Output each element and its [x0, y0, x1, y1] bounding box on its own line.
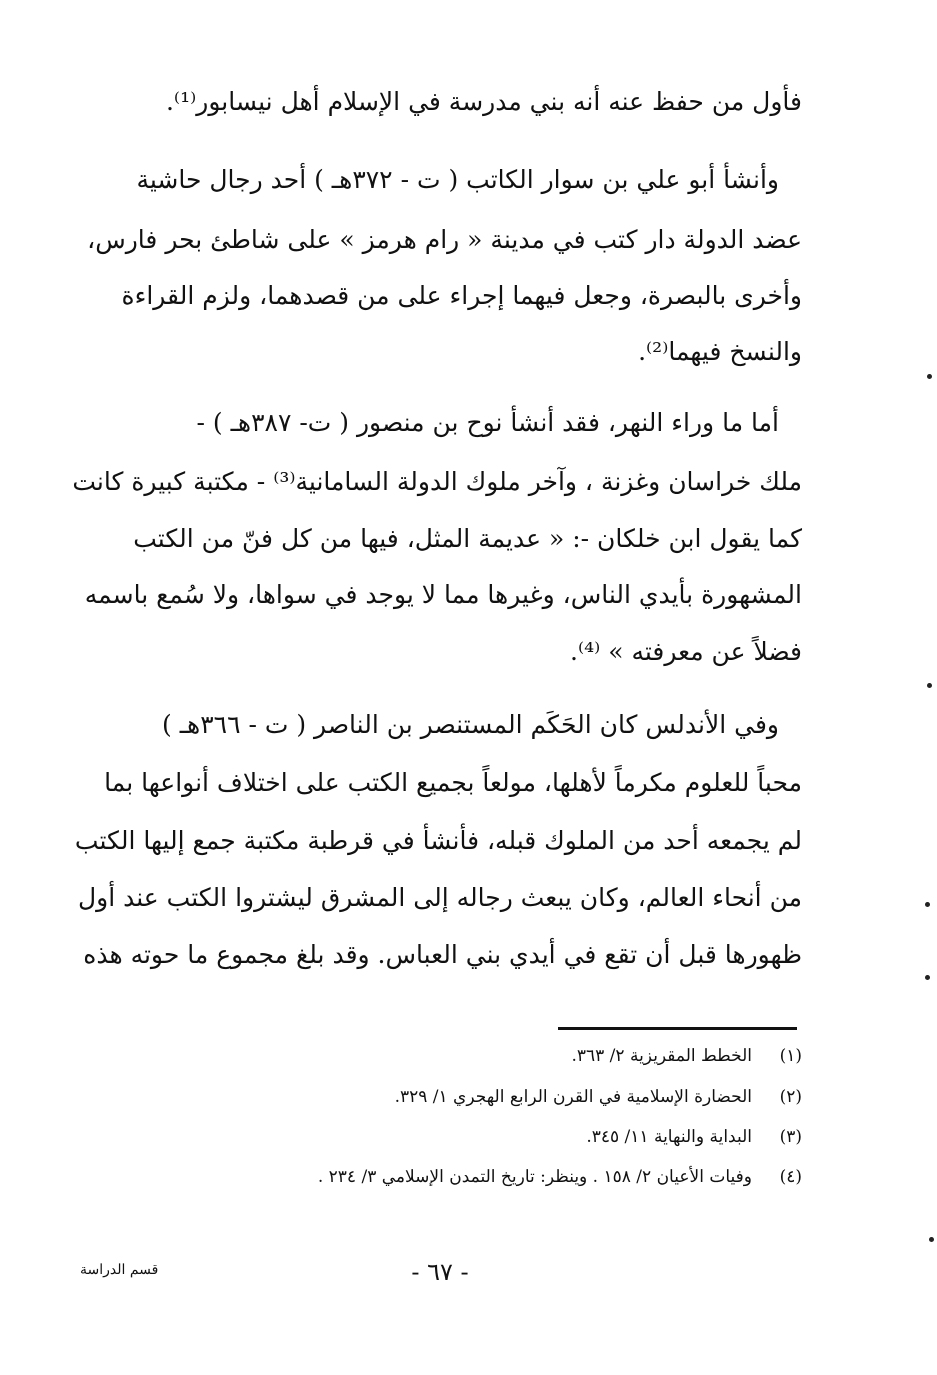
footnote-text: الخطط المقريزية ٢/ ٣٦٣.: [571, 1046, 752, 1066]
footnote-text: الحضارة الإسلامية في القرن الرابع الهجري ١/ ٣٢٩.: [394, 1087, 752, 1107]
body-line: من أنحاء العالم، وكان يبعث رجاله إلى المشرق ليشتروا الكتب عند أول: [78, 883, 802, 912]
body-line: ملك خراسان وغزنة ، وآخر ملوك الدولة السامانية⁽³⁾ - مكتبة كبيرة كانت: [72, 467, 802, 496]
body-line: المشهورة بأيدي الناس، وغيرها مما لا يوجد في سواها، ولا سُمع باسمه: [84, 580, 802, 609]
footnote-text: البداية والنهاية ١١/ ٣٤٥.: [586, 1127, 752, 1147]
scan-speck: [927, 683, 932, 688]
body-line: محباً للعلوم مكرماً لأهلها، مولعاً بجميع الكتب على اختلاف أنواعها بما: [104, 768, 802, 797]
footnote: [318, 1164, 802, 1190]
footnote-number: (٤): [779, 1167, 802, 1187]
footnote-number: (٣): [779, 1127, 802, 1147]
page-number: - ٦٧ -: [411, 1258, 469, 1286]
body-line: وأنشأ أبو علي بن سوار الكاتب ( ت - ٣٧٢هـ ) أحد رجال حاشية: [136, 165, 779, 194]
scan-speck: [925, 902, 930, 907]
body-line: وأخرى بالبصرة، وجعل فيهما إجراء على من قصدهما، ولزم القراءة: [121, 281, 802, 310]
footnote: [586, 1124, 802, 1150]
scan-speck: [925, 975, 930, 980]
scan-speck: [927, 374, 932, 379]
body-line: عضد الدولة دار كتب في مدينة « رام هرمز » على شاطئ بحر فارس،: [87, 225, 802, 254]
body-line: لم يجمعه أحد من الملوك قبله، فأنشأ في قرطبة مكتبة جمع إليها الكتب: [74, 826, 802, 855]
footnote: [395, 1084, 802, 1110]
body-line: أما ما وراء النهر، فقد أنشأ نوح بن منصور ( ت- ٣٨٧هـ ) -: [196, 408, 779, 437]
body-line: فضلاً عن معرفته » ⁽⁴⁾.: [570, 637, 802, 666]
body-line: وفي الأندلس كان الحَكَم المستنصر بن الناصر ( ت - ٣٦٦هـ ): [162, 710, 779, 739]
body-line: ظهورها قبل أن تقع في أيدي بني العباس. وقد بلغ مجموع ما حوته هذه: [83, 940, 802, 969]
running-head: قسم الدراسة: [80, 1262, 159, 1278]
footnote-separator: [558, 1027, 797, 1030]
scan-speck: [929, 1237, 934, 1242]
footnote: [571, 1043, 802, 1069]
body-line: كما يقول ابن خلكان -: « عديمة المثل، فيها من كل فنّ من الكتب: [133, 524, 802, 553]
body-line: فأول من حفظ عنه أنه بني مدرسة في الإسلام أهل نيسابور⁽¹⁾.: [165, 87, 802, 116]
footnote-number: (١): [779, 1046, 802, 1066]
body-line: والنسخ فيهما⁽²⁾.: [638, 337, 802, 366]
footnote-number: (٢): [779, 1087, 802, 1107]
footnote-text: وفيات الأعيان ٢/ ١٥٨ . وينظر: تاريخ التمدن الإسلامي ٣/ ٢٣٤ .: [317, 1167, 752, 1187]
